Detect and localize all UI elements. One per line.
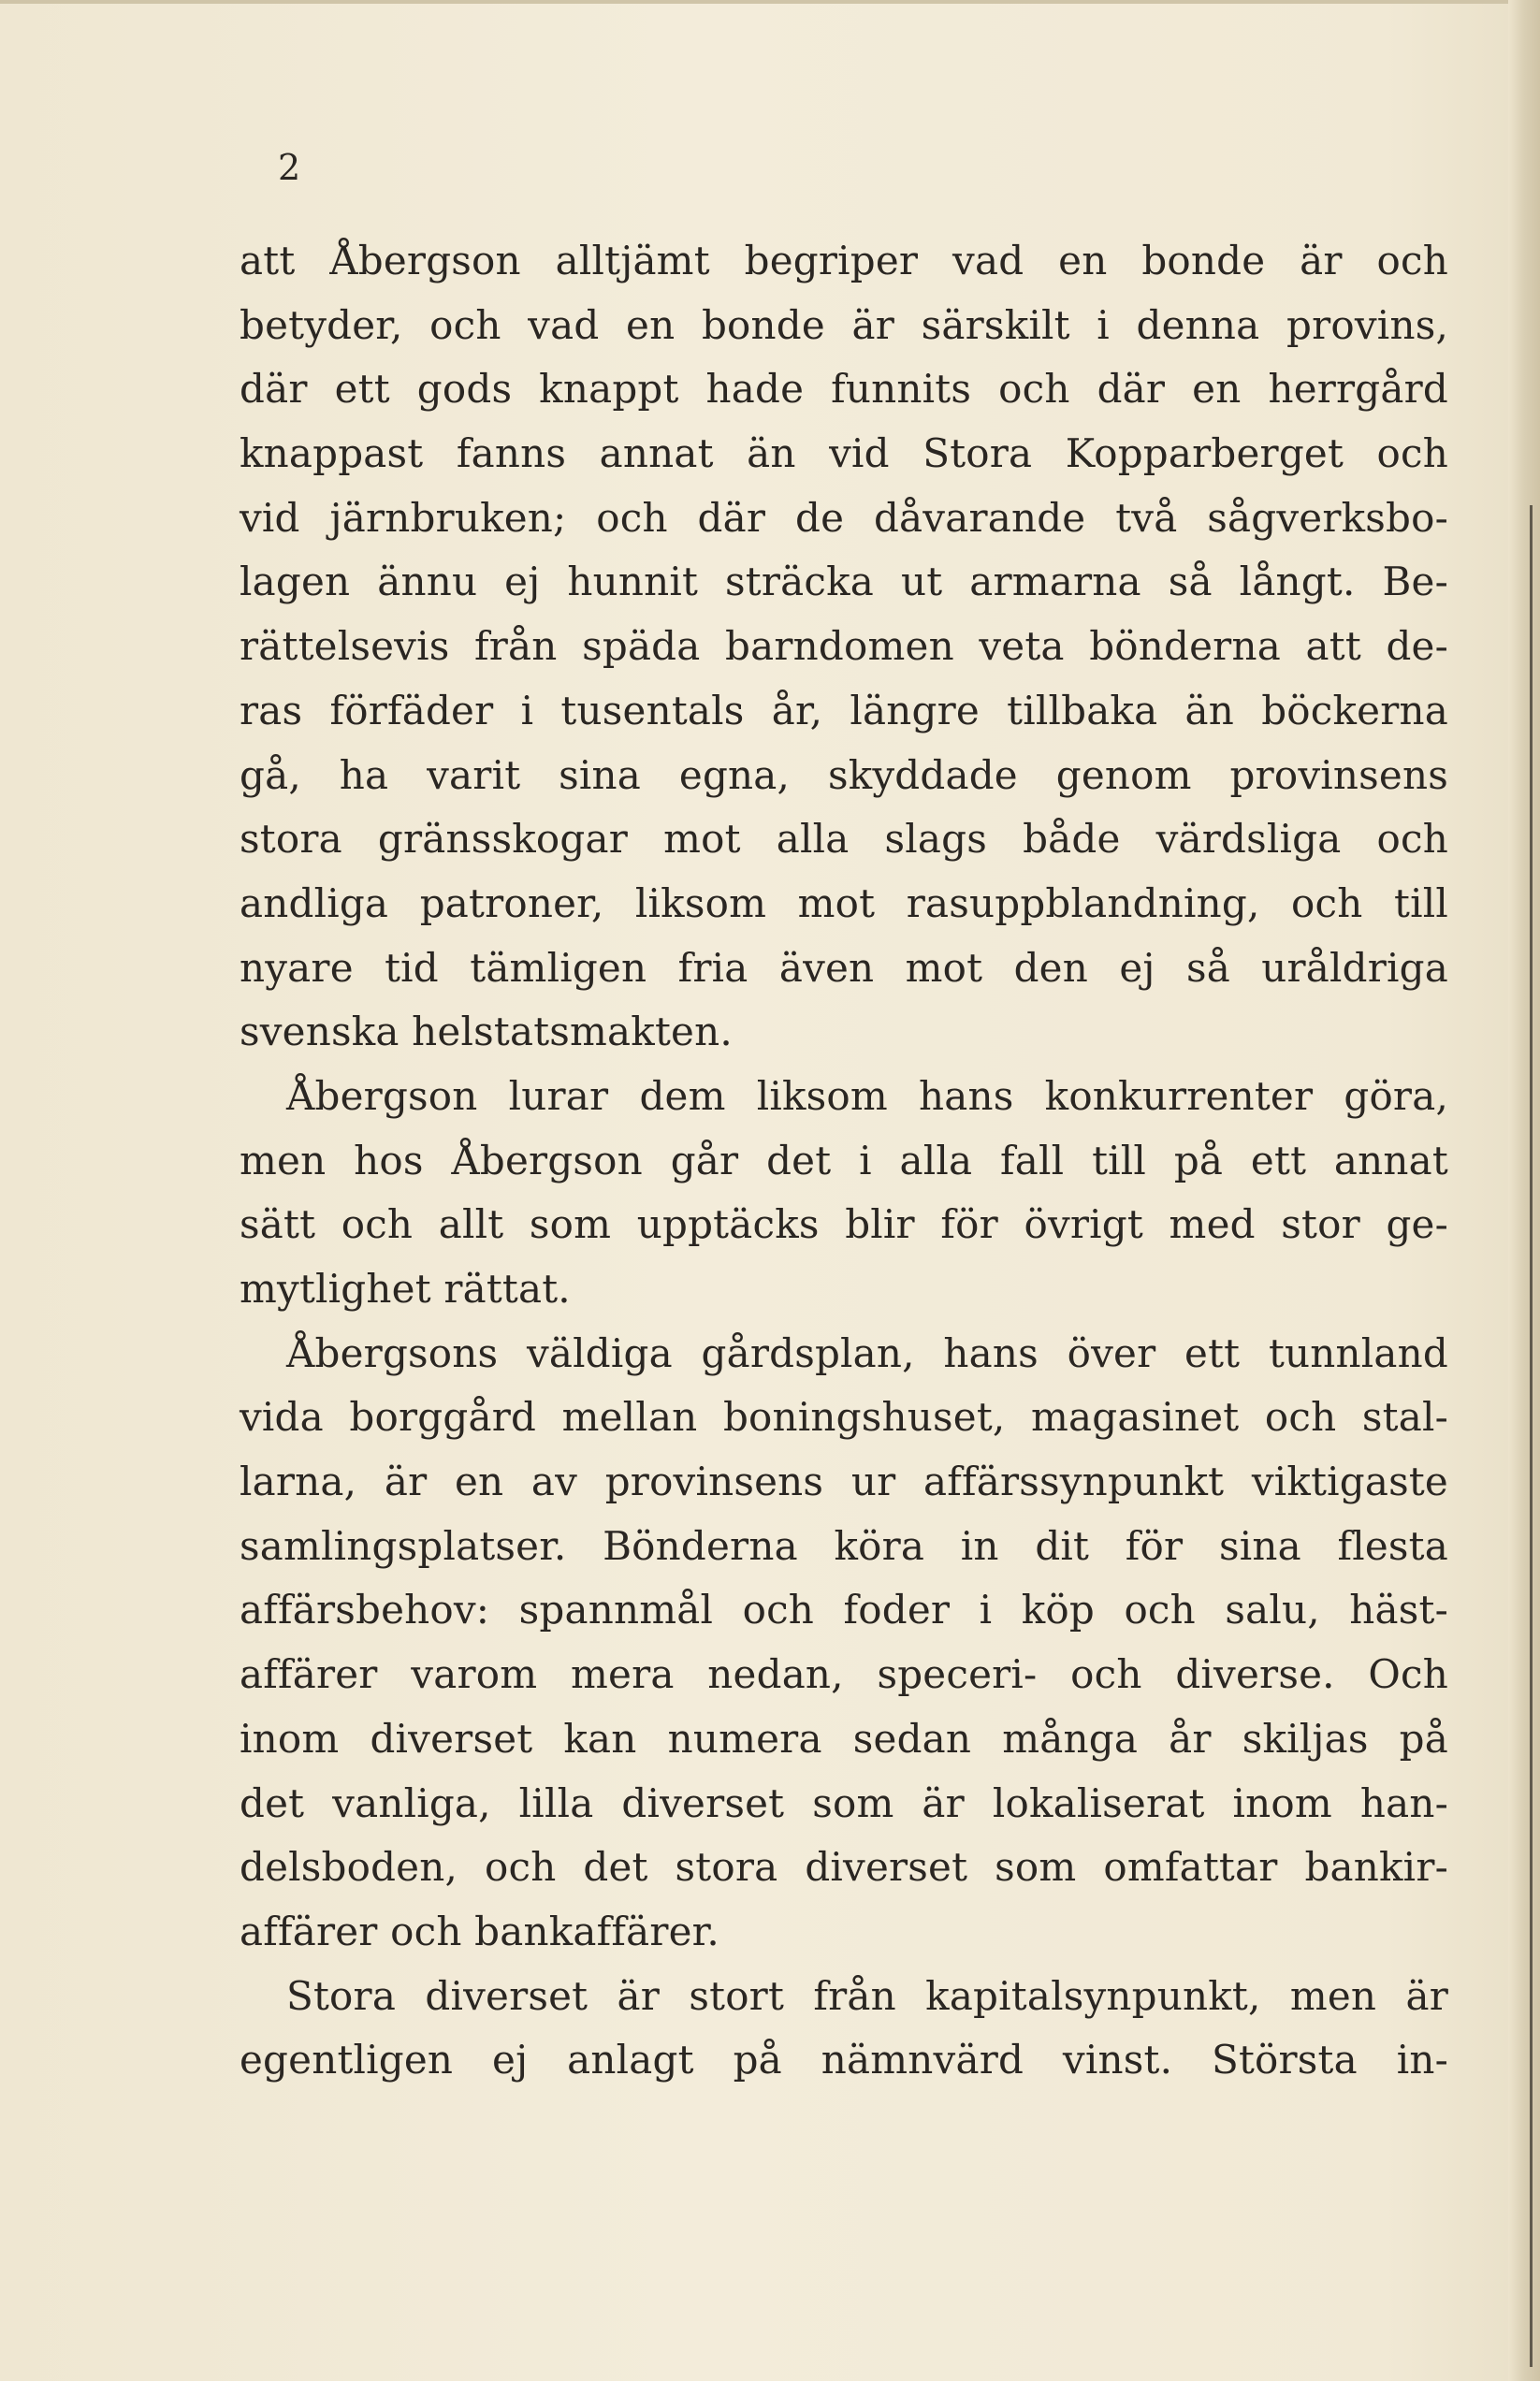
text-line: larna, är en av provinsens ur affärssynpunkt viktigaste <box>240 1459 1448 1505</box>
text-line: Åbergson lurar dem liksom hans konkurrenter göra, <box>286 1072 1448 1119</box>
text-line: rättelsevis från späda barndomen veta bönderna att de- <box>240 623 1448 670</box>
page-binding-edge <box>1508 0 1540 2381</box>
page-number: 2 <box>278 147 301 188</box>
text-line: lagen ännu ej hunnit sträcka ut armarna så långt. Be- <box>240 559 1448 605</box>
text-line: delsboden, och det stora diverset som omfattar bankir- <box>240 1844 1448 1891</box>
text-line: svenska helstatsmakten. <box>240 1009 733 1055</box>
text-line: det vanliga, lilla diverset som är lokaliserat inom han- <box>240 1779 1448 1826</box>
text-line: knappast fanns annat än vid Stora Kopparberget och <box>240 430 1448 477</box>
text-line: egentligen ej anlagt på nämnvärd vinst. Största in- <box>240 2037 1448 2083</box>
text-line: mytlighet rättat. <box>240 1266 571 1312</box>
text-line: vida borggård mellan boningshuset, magasinet och stal- <box>240 1394 1448 1441</box>
text-line: sätt och allt som upptäcks blir för övrigt med stor ge- <box>240 1201 1448 1248</box>
text-line: affärer och bankaffärer. <box>240 1908 719 1954</box>
text-line: affärer varom mera nedan, speceri- och diverse. Och <box>240 1651 1448 1698</box>
body-text <box>240 229 1448 2093</box>
text-line: Åbergsons väldiga gårdsplan, hans över ett tunnland <box>286 1329 1448 1376</box>
text-line: att Åbergson alltjämt begriper vad en bonde är och <box>240 238 1448 283</box>
text-line: gå, ha varit sina egna, skyddade genom provinsens <box>240 751 1448 798</box>
text-line: vid järnbruken; och där de dåvarande två sågverksbo- <box>240 494 1448 541</box>
text-line: stora gränsskogar mot alla slags både värdsliga och <box>240 816 1448 863</box>
text-line: Stora diverset är stort från kapitalsynpunkt, men är <box>286 1972 1448 2019</box>
page-top-edge <box>0 0 1540 4</box>
text-line: andliga patroner, liksom mot rasuppblandning, och till <box>240 879 1448 926</box>
text-line: ras förfäder i tusentals år, längre tillbaka än böckerna <box>240 687 1448 733</box>
text-line: affärsbehov: spannmål och foder i köp och salu, häst- <box>240 1587 1448 1633</box>
text-line: men hos Åbergson går det i alla fall till på ett annat <box>240 1137 1448 1183</box>
text-line: inom diverset kan numera sedan många år skiljas på <box>240 1715 1448 1762</box>
text-line: samlingsplatser. Bönderna köra in dit för sina flesta <box>240 1522 1448 1569</box>
page-edge-shadow <box>1530 505 1533 2367</box>
text-line: där ett gods knappt hade funnits och där en herrgård <box>240 366 1448 413</box>
text-line: betyder, och vad en bonde är särskilt i denna provins, <box>240 301 1448 348</box>
text-line: nyare tid tämligen fria även mot den ej så uråldriga <box>240 944 1448 991</box>
